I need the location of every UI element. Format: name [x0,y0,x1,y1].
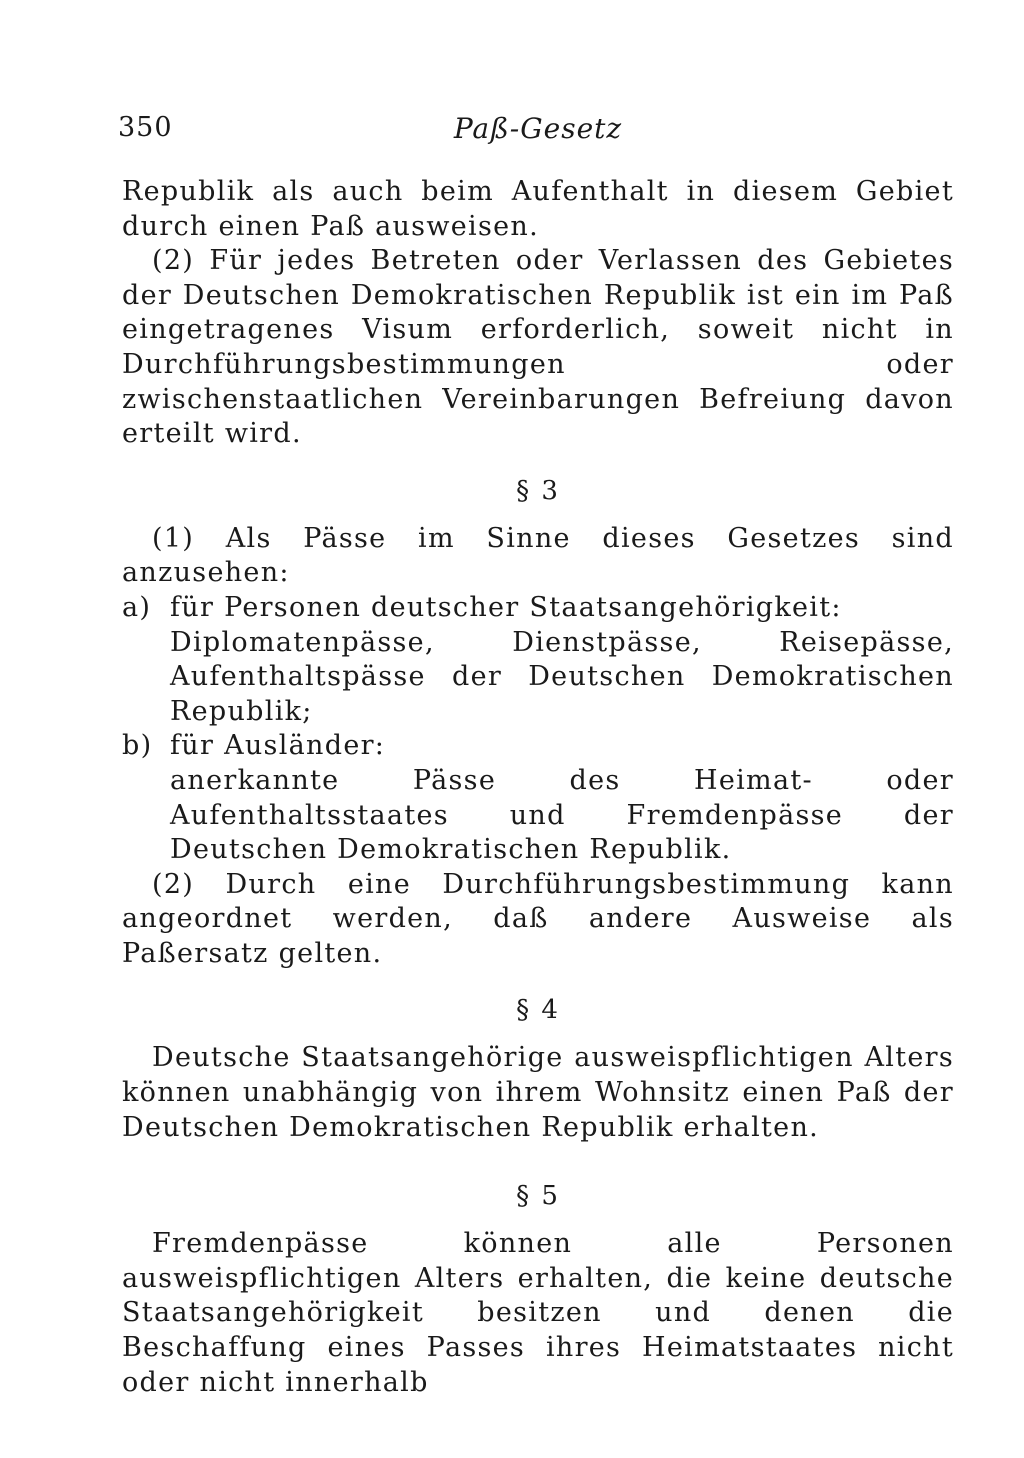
item-b-heading: für Ausländer: [170,730,386,762]
intro-paragraph: Republik als auch beim Aufenthalt in diesem Gebiet durch einen Paß ausweisen. [122,176,954,242]
page-number: 350 [118,112,173,143]
section-5-heading: § 5 [516,1181,560,1212]
item-a-letter: a) [122,591,152,623]
section3-paragraph-2: (2) Durch eine Durchführungsbestimmung kann angeordnet werden, daß andere Ausweise als Paßersatz gelten. [122,868,954,969]
item-b-body: anerkannte Pässe des Heimat- oder Aufenthaltsstaates und Fremdenpässe der Deutschen Demokratischen Republik. [170,764,954,866]
section2-paragraph-2: (2) Für jedes Betreten oder Verlassen des Gebietes der Deutschen Demokratischen Republik ist ein im Paß eingetragenes Visum erforderlich, soweit nicht in Durchführungsbestimmungen oder zwischenstaatlichen Vereinbarungen Befreiung davon erteilt wird. [122,245,954,450]
item-b-letter: b) [122,730,153,762]
page-header [118,112,958,152]
section3-item-b [122,729,954,867]
item-a-heading: für Personen deutscher Staatsangehörigkeit: [170,591,842,623]
running-title: Paß-Gesetz [453,112,623,145]
section3-paragraph-1: (1) Als Pässe im Sinne dieses Gesetzes sind anzusehen: [122,522,954,589]
item-a-body: Diplomatenpässe, Dienstpässe, Reisepässe, Aufenthaltspässe der Deutschen Demokratischen Republik; [170,626,954,727]
section4-text: Deutsche Staatsangehörige ausweispflichtigen Alters können unabhängig von ihrem Wohnsitz einen Paß der Deutschen Demokratischen Republik erhalten. [122,1042,954,1143]
page-body [122,175,954,1400]
section3-item-a [122,591,954,729]
section-3-heading: § 3 [516,475,560,506]
section5-text: Fremdenpässe können alle Personen ausweispflichtigen Alters erhalten, die keine deutsche Staatsangehörigkeit besitzen und denen die Beschaffung eines Passes ihres Heimatstaates nicht oder nicht innerhalb [122,1228,954,1398]
section-4-heading: § 4 [516,995,560,1026]
